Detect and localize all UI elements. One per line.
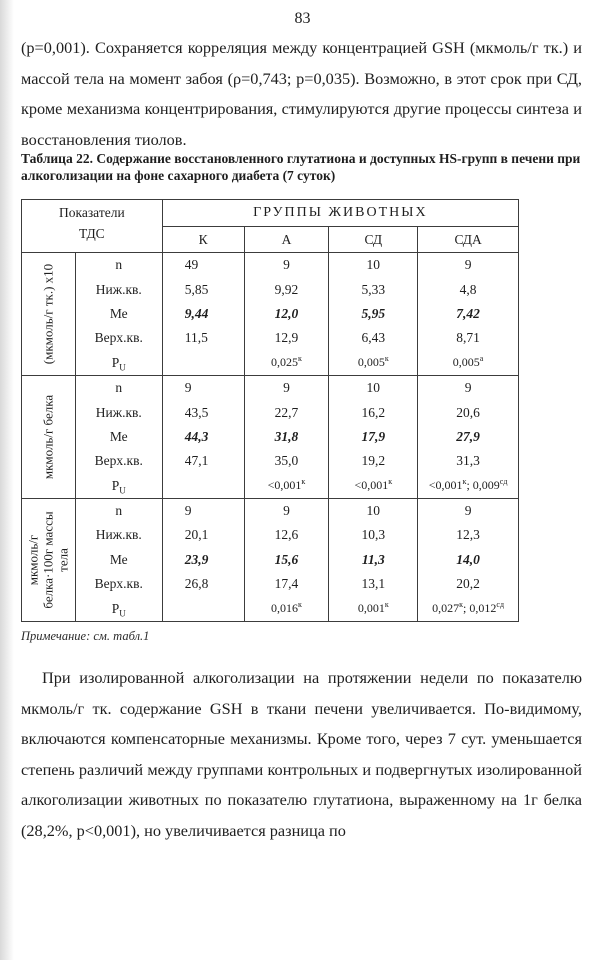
cell-sda: 20,2	[418, 572, 519, 596]
table-row	[22, 326, 519, 350]
cell-sda: $<0,001^к$; $0,009^{сд}$	[418, 474, 519, 499]
cell-sda: 9	[418, 498, 519, 523]
group-label-cell	[22, 498, 76, 621]
cell-a: $<0,001^к$	[244, 474, 329, 499]
cell-sda: 8,71	[418, 326, 519, 350]
cell-sda: 14,0	[418, 548, 519, 572]
table-row	[22, 498, 519, 523]
top-paragraph: (p=0,001). Сохраняется корреляция между концентрацией GSH (мкмоль/г тк.) и массой тела на момент забоя (ρ=0,743; p=0,035). Возможно, в этот срок при СД, кроме механизма концентрирования, стимулируются другие процессы синтеза и восстановления тиолов.	[21, 38, 582, 149]
table-row	[22, 253, 519, 278]
table-row	[22, 351, 519, 376]
cell-a: 12,0	[244, 302, 329, 326]
cell-sd: 16,2	[329, 400, 418, 424]
table-row	[22, 548, 519, 572]
cell-a: 9	[244, 498, 329, 523]
groups-header: ГРУППЫ ЖИВОТНЫХ	[162, 200, 518, 227]
cell-sd: 10	[329, 375, 418, 400]
data-table	[21, 199, 519, 622]
row-label: Верх.кв.	[75, 572, 162, 596]
group-label-cell	[22, 253, 76, 376]
cell-sda: $0,027^к$; $0,012^{сд}$	[418, 596, 519, 621]
table-row	[22, 375, 519, 400]
group-label: (мкмоль/г тк.) х10	[40, 263, 56, 365]
col-header-sd: СД	[329, 227, 418, 253]
group-label: мкмоль/г белка	[40, 394, 56, 480]
cell-sd: 19,2	[329, 449, 418, 473]
cell-sd: 11,3	[329, 548, 418, 572]
row-label-pu: $P_U$	[75, 474, 162, 499]
cell-sda: 20,6	[418, 400, 519, 424]
table-caption: Таблица 22. Содержание восстановленного глутатиона и доступных HS-групп в печени при алкоголизации на фоне сахарного диабета (7 суток)	[21, 151, 581, 183]
cell-k: 49	[162, 253, 244, 278]
cell-sd: $0,001^к$	[329, 596, 418, 621]
row-label-pu: $P_U$	[75, 596, 162, 621]
table-row	[22, 474, 519, 499]
row-label: Ниж.кв.	[75, 277, 162, 301]
col-header-a: А	[244, 227, 329, 253]
cell-sda: $0,005^а$	[418, 351, 519, 376]
cell-sda: 4,8	[418, 277, 519, 301]
cell-sda: 9	[418, 253, 519, 278]
row-label: Верх.кв.	[75, 449, 162, 473]
cell-a: 9	[244, 375, 329, 400]
cell-k: 5,85	[162, 277, 244, 301]
row-label-pu: $P_U$	[75, 351, 162, 376]
row-label: n	[75, 253, 162, 278]
cell-k: 43,5	[162, 400, 244, 424]
row-label: n	[75, 498, 162, 523]
cell-k: 26,8	[162, 572, 244, 596]
table-row	[22, 523, 519, 547]
page-edge-shadow	[0, 0, 14, 960]
row-label: Ниж.кв.	[75, 523, 162, 547]
table-row	[22, 400, 519, 424]
cell-sd: 13,1	[329, 572, 418, 596]
indicator-header-line2: ТДС	[79, 226, 105, 241]
cell-k: 9,44	[162, 302, 244, 326]
header-row	[22, 200, 519, 227]
cell-sda: 9	[418, 375, 519, 400]
cell-k	[162, 474, 244, 499]
cell-k: 20,1	[162, 523, 244, 547]
cell-sd: 6,43	[329, 326, 418, 350]
cell-k	[162, 596, 244, 621]
cell-k: 23,9	[162, 548, 244, 572]
cell-a: 9,92	[244, 277, 329, 301]
row-label: Ме	[75, 548, 162, 572]
cell-sd: 5,33	[329, 277, 418, 301]
cell-a: 22,7	[244, 400, 329, 424]
group-label-cell	[22, 375, 76, 498]
indicator-header-line1: Показатели	[59, 205, 125, 220]
cell-sd: 10,3	[329, 523, 418, 547]
cell-a: 15,6	[244, 548, 329, 572]
col-header-sda: СДА	[418, 227, 519, 253]
col-header-k: К	[162, 227, 244, 253]
cell-k: 47,1	[162, 449, 244, 473]
cell-a: 12,9	[244, 326, 329, 350]
cell-a: 12,6	[244, 523, 329, 547]
group-label: мкмоль/г белка·100г массы тела	[25, 511, 71, 609]
cell-k: 44,3	[162, 425, 244, 449]
cell-k: 9	[162, 375, 244, 400]
page-number: 83	[294, 10, 311, 27]
cell-sd: $<0,001^к$	[329, 474, 418, 499]
row-label: Ниж.кв.	[75, 400, 162, 424]
table-row	[22, 596, 519, 621]
cell-sd: $0,005^к$	[329, 351, 418, 376]
cell-sd: 17,9	[329, 425, 418, 449]
row-label: Ме	[75, 425, 162, 449]
row-label: Верх.кв.	[75, 326, 162, 350]
cell-k: 11,5	[162, 326, 244, 350]
table-row	[22, 425, 519, 449]
table-row	[22, 572, 519, 596]
cell-a: 9	[244, 253, 329, 278]
cell-a: $0,016^к$	[244, 596, 329, 621]
cell-a: 35,0	[244, 449, 329, 473]
bottom-paragraph: При изолированной алкоголизации на протяжении недели по показателю мкмоль/г тк. содержание GSH в ткани печени увеличивается. По-видимому, включаются компенсаторные механизмы. Кроме того, через 7 сут. уменьшается степень различий между группами контрольных и подвергнутых изолированной алкоголизации животных по показателю глутатиона, выраженному на 1г белка (28,2%, p<0,001), но увеличивается разница по	[21, 668, 582, 840]
cell-k: 9	[162, 498, 244, 523]
indicator-header	[22, 200, 163, 253]
cell-sda: 27,9	[418, 425, 519, 449]
cell-sda: 12,3	[418, 523, 519, 547]
row-label: Ме	[75, 302, 162, 326]
table-row	[22, 449, 519, 473]
cell-k	[162, 351, 244, 376]
row-label: n	[75, 375, 162, 400]
cell-a: 17,4	[244, 572, 329, 596]
cell-sda: 7,42	[418, 302, 519, 326]
cell-sd: 5,95	[329, 302, 418, 326]
cell-a: 31,8	[244, 425, 329, 449]
table-row	[22, 277, 519, 301]
table-note: Примечание: см. табл.1	[21, 629, 150, 643]
cell-sd: 10	[329, 498, 418, 523]
table-row	[22, 302, 519, 326]
cell-sda: 31,3	[418, 449, 519, 473]
cell-sd: 10	[329, 253, 418, 278]
cell-a: $0,025^к$	[244, 351, 329, 376]
